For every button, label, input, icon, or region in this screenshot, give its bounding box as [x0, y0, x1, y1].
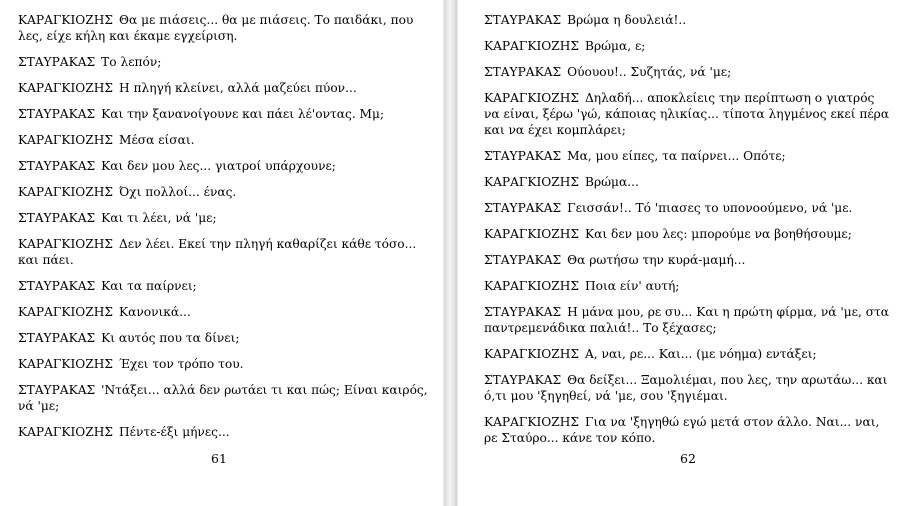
- line-text: Κανονικά...: [119, 305, 191, 319]
- line-text: Η μάνα μου, ρε συ... Και η πρώτη φίρμα, νά 'με, στα παντρεμενάδικα παλιά!.. Το ξέχασες;: [484, 305, 889, 335]
- speaker-name: ΚΑΡΑΓΚΙΟΖΗΣ: [484, 91, 579, 105]
- dialogue-line: [18, 330, 429, 346]
- speaker-name: ΚΑΡΑΓΚΙΟΖΗΣ: [484, 279, 579, 293]
- line-text: Και τι λέει, νά 'με;: [101, 211, 217, 225]
- dialogue-line: [484, 346, 891, 362]
- dialogue-line: [18, 54, 429, 70]
- dialogue-line: [18, 356, 429, 372]
- line-text: Ούουου!.. Συζητάς, νά 'με;: [567, 65, 732, 79]
- line-text: Α, ναι, ρε... Και... (με νόημα) εντάξει;: [585, 347, 817, 361]
- line-text: Πέντε-έξι μήνες...: [119, 425, 230, 439]
- speaker-name: ΣΤΑΥΡΑΚΑΣ: [18, 159, 96, 173]
- dialogue-line: [484, 90, 891, 138]
- speaker-name: ΣΤΑΥΡΑΚΑΣ: [484, 149, 562, 163]
- dialogue-column: [18, 12, 429, 440]
- dialogue-line: [484, 148, 891, 164]
- dialogue-line: [484, 174, 891, 190]
- dialogue-line: [18, 132, 429, 148]
- speaker-name: ΣΤΑΥΡΑΚΑΣ: [18, 331, 96, 345]
- speaker-name: ΣΤΑΥΡΑΚΑΣ: [484, 13, 562, 27]
- line-text: Μα, μου είπες, τα παίρνει... Οπότε;: [567, 149, 786, 163]
- dialogue-line: [18, 424, 429, 440]
- speaker-name: ΣΤΑΥΡΑΚΑΣ: [484, 373, 562, 387]
- speaker-name: ΚΑΡΑΓΚΙΟΖΗΣ: [18, 133, 113, 147]
- dialogue-line: [18, 278, 429, 294]
- dialogue-line: [484, 200, 891, 216]
- line-text: Δηλαδή... αποκλείεις την περίπτωση ο γιατρός να είναι, ξέρω 'γώ, κάποιας ηλικίας... τίποτα ληγμένος εκεί πέρα και να έχει κομπλάρει;: [484, 91, 890, 137]
- dialogue-line: [484, 304, 891, 336]
- line-text: Έχει τον τρόπο του.: [119, 357, 244, 371]
- speaker-name: ΣΤΑΥΡΑΚΑΣ: [18, 383, 96, 397]
- line-text: Βρώμα...: [585, 175, 639, 189]
- dialogue-line: [18, 304, 429, 320]
- speaker-name: ΣΤΑΥΡΑΚΑΣ: [484, 253, 562, 267]
- speaker-name: ΣΤΑΥΡΑΚΑΣ: [484, 201, 562, 215]
- line-text: Και τα παίρνει;: [101, 279, 197, 293]
- line-text: Μέσα είσαι.: [119, 133, 195, 147]
- line-text: Όχι πολλοί... ένας.: [119, 185, 237, 199]
- line-text: Και δεν μου λες: μπορούμε να βοηθήσουμε;: [585, 227, 852, 241]
- speaker-name: ΚΑΡΑΓΚΙΟΖΗΣ: [18, 185, 113, 199]
- right-page: [458, 0, 901, 506]
- dialogue-line: [484, 372, 891, 404]
- speaker-name: ΣΤΑΥΡΑΚΑΣ: [18, 55, 96, 69]
- dialogue-line: [484, 12, 891, 28]
- dialogue-line: [484, 226, 891, 242]
- dialogue-line: [18, 382, 429, 414]
- speaker-name: ΚΑΡΑΓΚΙΟΖΗΣ: [18, 13, 113, 27]
- line-text: Γεισσάν!.. Τό 'πιασες το υπονοούμενο, νά 'με.: [567, 201, 853, 215]
- dialogue-line: [484, 252, 891, 268]
- speaker-name: ΣΤΑΥΡΑΚΑΣ: [484, 65, 562, 79]
- speaker-name: ΚΑΡΑΓΚΙΟΖΗΣ: [18, 305, 113, 319]
- speaker-name: ΚΑΡΑΓΚΙΟΖΗΣ: [484, 227, 579, 241]
- speaker-name: ΚΑΡΑΓΚΙΟΖΗΣ: [18, 81, 113, 95]
- dialogue-line: [18, 12, 429, 44]
- page-number: 62: [680, 451, 696, 466]
- dialogue-line: [484, 414, 891, 446]
- line-text: Για να 'ξηγηθώ εγώ μετά στον άλλο. Ναι... ναι, ρε Σταύρο... κάνε τον κόπο.: [484, 415, 880, 445]
- line-text: 'Ντάξει... αλλά δεν ρωτάει τι και πώς; Είναι καιρός, νά 'με;: [18, 383, 428, 413]
- dialogue-line: [484, 38, 891, 54]
- left-page: [0, 0, 443, 506]
- dialogue-line: [18, 210, 429, 226]
- dialogue-line: [18, 236, 429, 268]
- line-text: Θα με πιάσεις... θα με πιάσεις. Το παιδάκι, που λες, είχε κήλη και έκαμε εγχείριση.: [18, 13, 414, 43]
- page-number: 61: [211, 451, 227, 466]
- speaker-name: ΣΤΑΥΡΑΚΑΣ: [18, 211, 96, 225]
- speaker-name: ΚΑΡΑΓΚΙΟΖΗΣ: [484, 39, 579, 53]
- line-text: Βρώμα η δουλειά!..: [567, 13, 687, 27]
- line-text: Το λεπόν;: [101, 55, 162, 69]
- line-text: Θα δείξει... Ξαμολιέμαι, που λες, την αρωτάω... και ό,τι μου 'ξηγηθεί, νά 'με, σου 'ξηγιέμαι.: [484, 373, 888, 403]
- speaker-name: ΣΤΑΥΡΑΚΑΣ: [18, 107, 96, 121]
- speaker-name: ΚΑΡΑΓΚΙΟΖΗΣ: [18, 425, 113, 439]
- line-text: Θα ρωτήσω την κυρά-μαμή...: [567, 253, 746, 267]
- line-text: Η πληγή κλείνει, αλλά μαζεύει πύον...: [119, 81, 357, 95]
- dialogue-line: [18, 158, 429, 174]
- speaker-name: ΚΑΡΑΓΚΙΟΖΗΣ: [18, 357, 113, 371]
- line-text: Ποια είν' αυτή;: [585, 279, 680, 293]
- line-text: Και δεν μου λες... γιατροί υπάρχουνε;: [101, 159, 336, 173]
- dialogue-column: [484, 12, 891, 446]
- dialogue-line: [18, 106, 429, 122]
- dialogue-line: [484, 64, 891, 80]
- line-text: Και την ξανανοίγουνε και πάει λέ'οντας. Μμ;: [101, 107, 385, 121]
- speaker-name: ΚΑΡΑΓΚΙΟΖΗΣ: [484, 175, 579, 189]
- line-text: Κι αυτός που τα δίνει;: [101, 331, 240, 345]
- line-text: Βρώμα, ε;: [585, 39, 646, 53]
- speaker-name: ΚΑΡΑΓΚΙΟΖΗΣ: [484, 347, 579, 361]
- line-text: Δεν λέει. Εκεί την πληγή καθαρίζει κάθε τόσο... και πάει.: [18, 237, 417, 267]
- dialogue-line: [484, 278, 891, 294]
- speaker-name: ΣΤΑΥΡΑΚΑΣ: [484, 305, 562, 319]
- dialogue-line: [18, 80, 429, 96]
- dialogue-line: [18, 184, 429, 200]
- speaker-name: ΣΤΑΥΡΑΚΑΣ: [18, 279, 96, 293]
- page-gutter: [443, 0, 458, 506]
- speaker-name: ΚΑΡΑΓΚΙΟΖΗΣ: [484, 415, 579, 429]
- speaker-name: ΚΑΡΑΓΚΙΟΖΗΣ: [18, 237, 113, 251]
